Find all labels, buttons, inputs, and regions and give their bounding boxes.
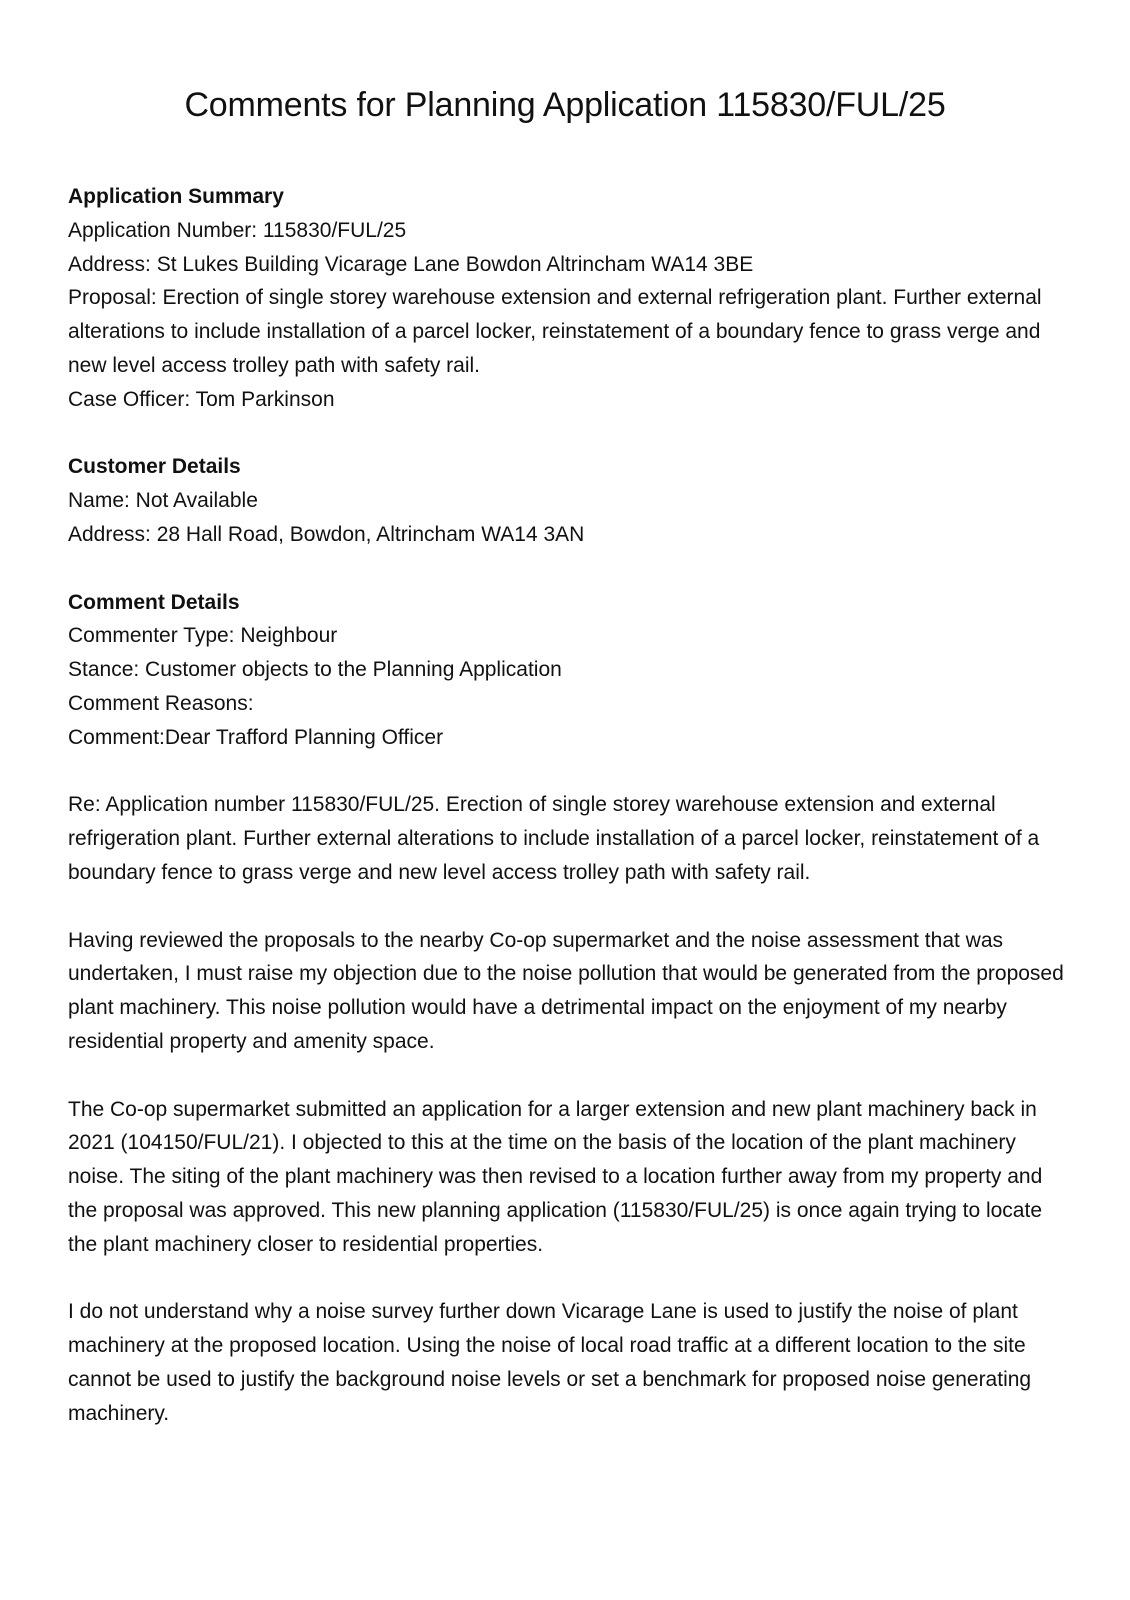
comment-paragraph [68,1093,1068,1262]
paragraph-text: The Co-op supermarket submitted an application for a larger extension and new plant machinery back in 2021 (104150/FUL/21). I objected to this at the time on the basis of the location of the plant machinery noise. The siting of the plant machinery was then revised to a location further away from my property and the proposal was approved. This new planning application (115830/FUL/25) is once again trying to locate the plant machinery closer to residential properties. [68,1097,1043,1256]
stance: Stance: Customer objects to the Planning Application [68,658,562,682]
case-officer: Case Officer: Tom Parkinson [68,387,335,411]
comment-paragraph [68,924,1068,1059]
application-summary-heading: Application Summary [68,185,284,208]
comment-paragraph [68,1295,1068,1430]
customer-name: Name: Not Available [68,489,258,513]
customer-details-section [68,450,1068,551]
paragraph-text: I do not understand why a noise survey further down Vicarage Lane is used to justify the noise of plant machinery at the proposed location. Using the noise of local road traffic at a different location to the site cannot be used to justify the background noise levels or set a benchmark for proposed noise generating machinery. [68,1300,1032,1425]
document-body [68,180,1068,1464]
page-title: Comments for Planning Application 115830/FUL/25 [184,86,946,124]
application-number: Application Number: 115830/FUL/25 [68,218,407,242]
customer-details-heading: Customer Details [68,455,241,479]
comment-paragraph [68,788,1068,889]
application-proposal: Proposal: Erection of single storey warehouse extension and external refrigeration plant. Further external alterations to include installation of a parcel locker, reinstatement of a boundary fence to grass verge and new level access trolley path with safety rail. [68,286,1042,377]
commenter-type: Commenter Type: Neighbour [68,624,338,648]
customer-address: Address: 28 Hall Road, Bowdon, Altrincham WA14 3AN [68,522,585,546]
comment-details-heading: Comment Details [68,590,240,614]
application-address: Address: St Lukes Building Vicarage Lane Bowdon Altrincham WA14 3BE [68,252,754,276]
comment-details-section [68,586,1068,755]
comment-reasons: Comment Reasons: [68,691,254,715]
application-summary-section [68,180,1068,417]
comment-intro: Comment:Dear Trafford Planning Officer [68,725,444,749]
paragraph-text: Re: Application number 115830/FUL/25. Erection of single storey warehouse extension and external refrigeration plant. Further external alterations to include installation of a parcel locker, reinstatement of a boundary fence to grass verge and new level access trolley path with safety rail. [68,793,1040,884]
paragraph-text: Having reviewed the proposals to the nearby Co-op supermarket and the noise assessment that was undertaken, I must raise my objection due to the noise pollution that would be generated from the proposed plant machinery. This noise pollution would have a detrimental impact on the enjoyment of my nearby residential property and amenity space. [68,928,1064,1053]
